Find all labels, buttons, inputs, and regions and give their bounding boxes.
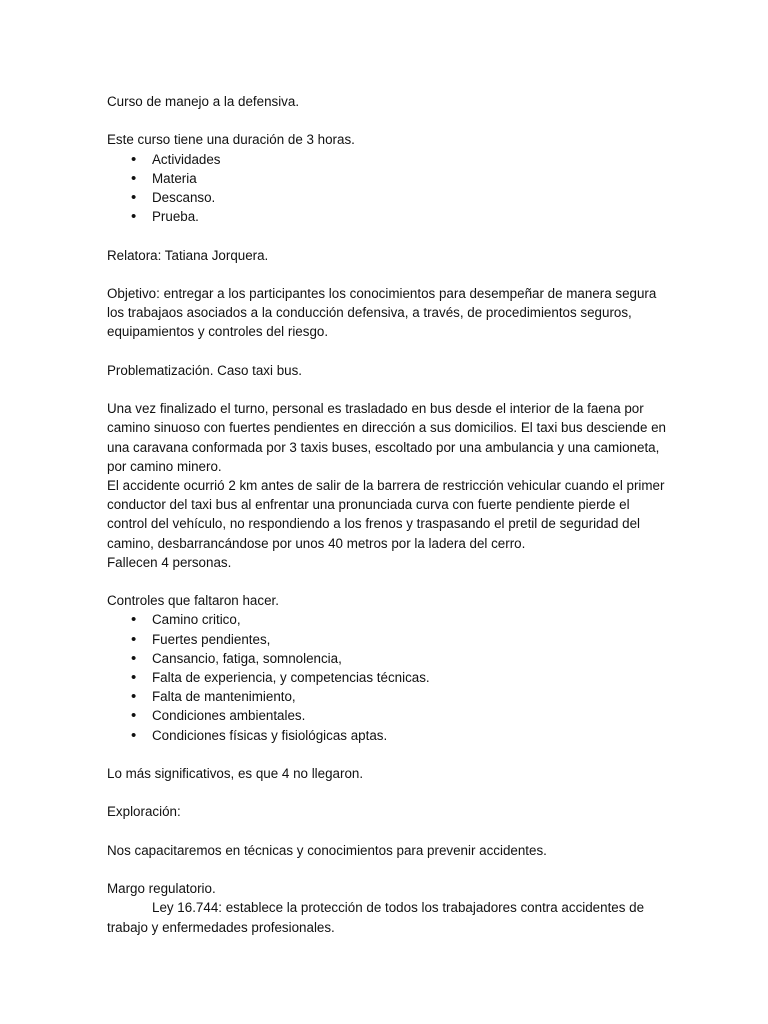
list-item: • Materia: [107, 169, 667, 188]
list-item: • Descanso.: [107, 188, 667, 207]
capacitaremos-text: Nos capacitaremos en técnicas y conocimientos para prevenir accidentes.: [107, 842, 547, 858]
controles-heading: Controles que faltaron hacer.: [107, 593, 279, 609]
list-item: • Falta de experiencia, y competencias técnicas.: [107, 668, 667, 687]
controles-list: [107, 610, 667, 744]
list-item: • Fuertes pendientes,: [107, 630, 667, 649]
list-item: • Falta de mantenimiento,: [107, 687, 667, 706]
list-item: • Cansancio, fatiga, somnolencia,: [107, 649, 667, 668]
problematizacion-heading: Problematización. Caso taxi bus.: [107, 362, 303, 378]
exploracion-heading: Exploración:: [107, 804, 181, 820]
ley-paragraph: Ley 16.744: establece la protección de todos los trabajadores contra accidentes de trabajo y enfermedades profesionales.: [107, 900, 645, 935]
relatora-text: Relatora: Tatiana Jorquera.: [107, 247, 269, 263]
list-item: • Camino critico,: [107, 610, 667, 629]
course-title: Curso de manejo a la defensiva.: [107, 94, 300, 109]
significativo-text: Lo más significativos, es que 4 no llegaron.: [107, 766, 364, 781]
duration-list: [107, 150, 667, 227]
list-item: • Condiciones ambientales.: [107, 706, 667, 725]
case-paragraph-2: El accidente ocurrió 2 km antes de salir de la barrera de restricción vehicular cuando el primer conductor del taxi bus al enfrentar una pronunciada curva con fuerte pendiente pierde el control del vehículo, no respondiendo a los frenos y traspasando el pretil de seguridad del camino, desbarrancándose por unos 40 metros por la ladera del cerro.: [107, 477, 665, 551]
duration-text: Este curso tiene una duración de 3 horas.: [107, 132, 355, 148]
list-item: • Prueba.: [107, 207, 667, 226]
list-item: • Condiciones físicas y fisiológicas aptas.: [107, 726, 667, 745]
list-item: • Actividades: [107, 150, 667, 169]
document-page: [107, 92, 667, 937]
case-paragraph-1: Una vez finalizado el turno, personal es trasladado en bus desde el interior de la faena por camino sinuoso con fuertes pendientes en dirección a sus domicilios. El taxi bus desciende en una caravana conformada por 3 taxis buses, escoltado por una ambulancia y una camioneta, por camino minero.: [107, 401, 667, 474]
margo-heading: Margo regulatorio.: [107, 881, 216, 897]
objetivo-paragraph: Objetivo: entregar a los participantes los conocimientos para desempeñar de manera segura los trabajaos asociados a la conducción defensiva, a través, de procedimientos seguros, equipamientos y controles del riesgo.: [107, 285, 657, 340]
case-paragraph-3: Fallecen 4 personas.: [107, 554, 232, 570]
